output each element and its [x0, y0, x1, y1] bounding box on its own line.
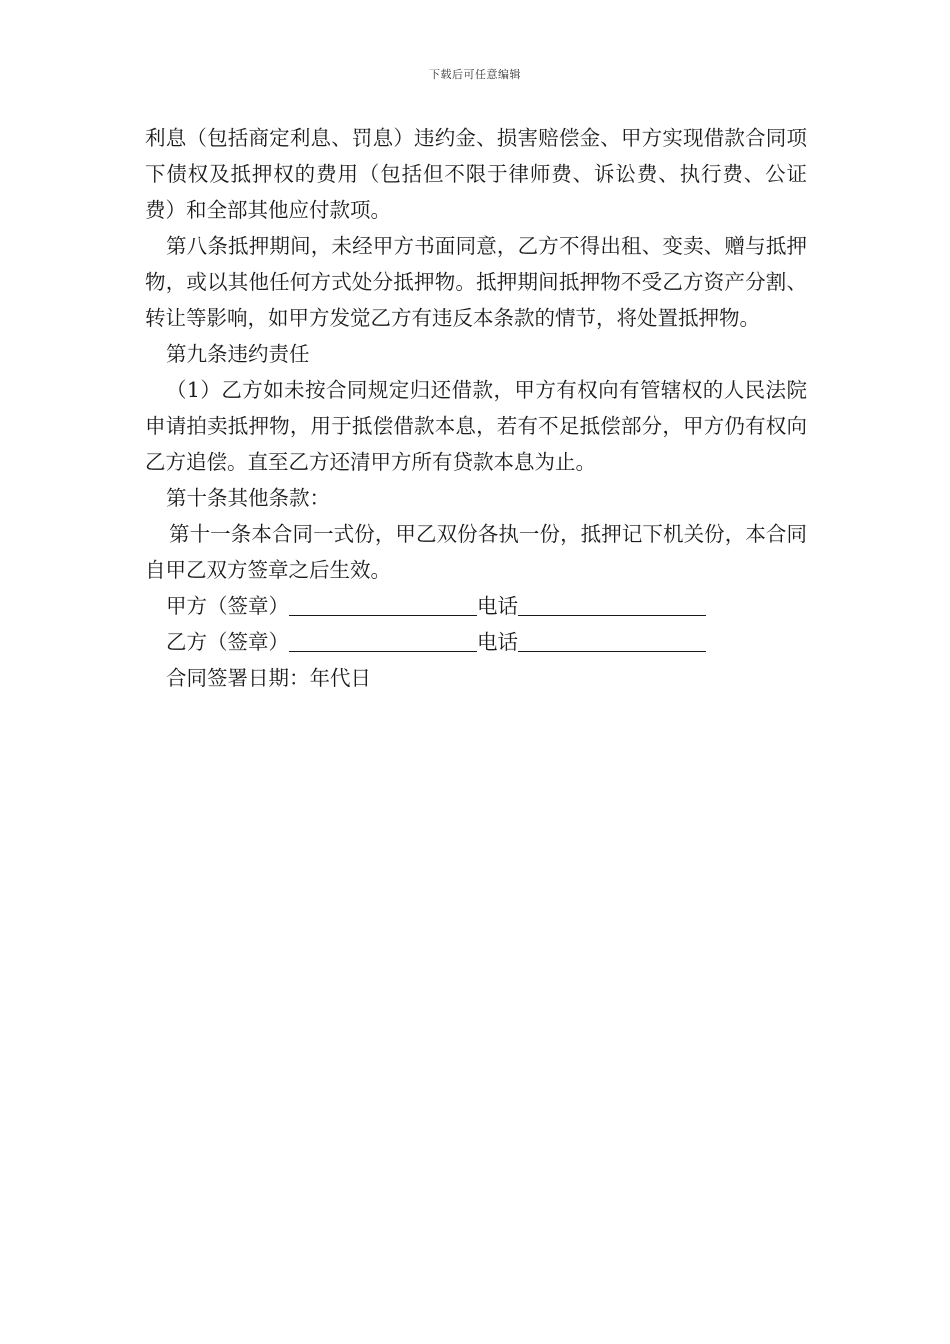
- party-b-label: 乙方（签章）: [166, 630, 289, 654]
- party-a-label: 甲方（签章）: [166, 594, 289, 618]
- party-b-phone-label: 电话: [477, 630, 518, 654]
- party-b-signature-blank: [289, 627, 477, 652]
- contract-date-line: 合同签署日期：年代日: [166, 666, 371, 690]
- document-body: [145, 120, 807, 696]
- party-b-signature-line: [145, 624, 807, 660]
- party-a-signature-line: [145, 588, 807, 624]
- paragraph-article-8: 第八条抵押期间，未经甲方书面同意，乙方不得出租、变卖、赠与抵押物，或以其他任何方式处分抵押物。抵押期间抵押物不受乙方资产分割、转让等影响，如甲方发觉乙方有违反本条款的情节，将处置抵押物。: [145, 234, 807, 330]
- paragraph-interest-costs: 利息（包括商定利息、罚息）违约金、损害赔偿金、甲方实现借款合同项下债权及抵押权的费用（包括但不限于律师费、诉讼费、执行费、公证费）和全部其他应付款项。: [145, 126, 807, 222]
- paragraph-article-9-clause-1: （1）乙方如未按合同规定归还借款，甲方有权向有管辖权的人民法院申请拍卖抵押物，用于抵偿借款本息，若有不足抵偿部分，甲方仍有权向乙方追偿。直至乙方还清甲方所有贷款本息为止。: [145, 378, 807, 474]
- party-a-phone-label: 电话: [477, 594, 518, 618]
- party-b-phone-blank: [518, 627, 706, 652]
- party-a-phone-blank: [518, 591, 706, 616]
- page-header: 下载后可任意编辑: [429, 68, 521, 81]
- paragraph-article-10: 第十条其他条款：: [166, 486, 330, 510]
- paragraph-article-9-title: 第九条违约责任: [166, 342, 310, 366]
- paragraph-article-11: 第十一条本合同一式份，甲乙双份各执一份，抵押记下机关份，本合同自甲乙双方签章之后生效。: [145, 522, 807, 582]
- party-a-signature-blank: [289, 591, 477, 616]
